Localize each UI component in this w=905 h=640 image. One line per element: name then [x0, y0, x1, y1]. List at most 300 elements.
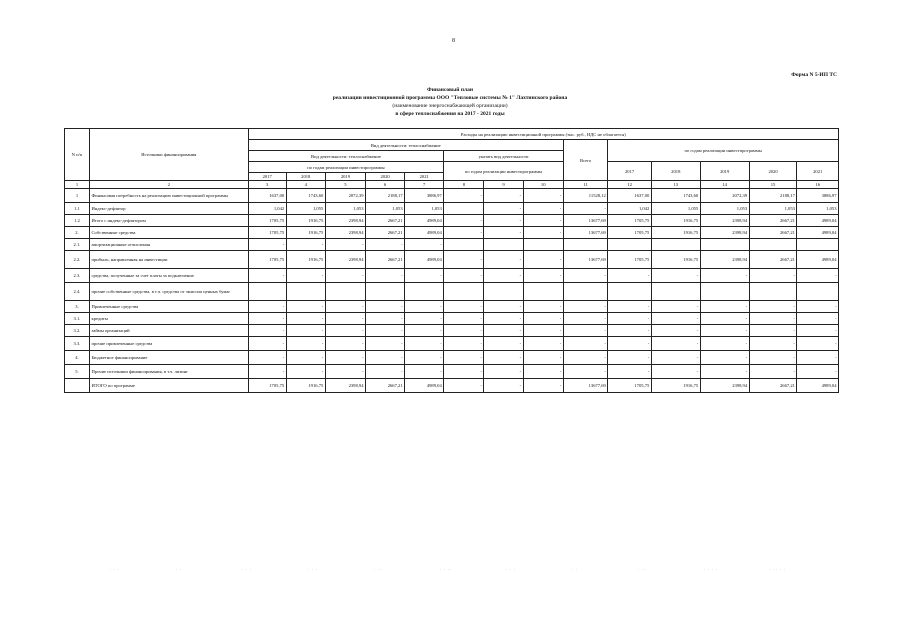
- row-number: 2.2.: [65, 251, 90, 269]
- row-value-col-14: 2072,39: [700, 189, 749, 203]
- scan-mark: . ..: [638, 566, 646, 571]
- row-value-col-5: -: [325, 301, 365, 313]
- row-value-col-13: -: [651, 325, 700, 337]
- table-row: [65, 269, 839, 283]
- title-line-1: Финансовый план: [426, 87, 474, 93]
- row-value-col-8: [444, 283, 484, 301]
- row-number: 1.2: [65, 215, 90, 227]
- column-number-6: 6: [366, 181, 405, 189]
- table-row: [65, 301, 839, 313]
- row-source-name: прочие привлеченные средства: [89, 337, 248, 351]
- header-year-2019: 2019: [325, 173, 365, 181]
- row-value-col-6: -: [366, 313, 405, 325]
- column-number-15: 15: [749, 181, 797, 189]
- row-value-col-9: -: [484, 365, 523, 379]
- scan-mark: . . .: [242, 566, 252, 571]
- row-value-col-6: -: [366, 337, 405, 351]
- row-value-col-7: -: [405, 313, 444, 325]
- row-value-col-13: -: [651, 337, 700, 351]
- row-value-col-8: -: [444, 337, 484, 351]
- column-number-2: 2: [89, 181, 248, 189]
- row-value-col-9: -: [484, 215, 523, 227]
- row-value-col-12: -: [608, 301, 651, 313]
- row-value-col-12: 1705,75: [608, 227, 651, 239]
- table-row: [65, 227, 839, 239]
- row-value-col-13: -: [651, 351, 700, 365]
- row-value-col-4: -: [286, 269, 325, 283]
- row-value-col-8: -: [444, 351, 484, 365]
- row-number: 3.2.: [65, 325, 90, 337]
- row-value-col-4: 1916,75: [286, 379, 325, 393]
- row-value-col-13: 1916,75: [651, 251, 700, 269]
- row-value-col-9: -: [484, 203, 523, 215]
- column-number-10: 10: [523, 181, 563, 189]
- row-value-col-9: -: [484, 325, 523, 337]
- row-value-col-4: -: [286, 313, 325, 325]
- row-value-col-7: 4989,04: [405, 251, 444, 269]
- row-value-col-10: -: [523, 365, 563, 379]
- row-value-col-6: 2667,21: [366, 227, 405, 239]
- row-number: [65, 379, 90, 393]
- row-value-col-14: -: [700, 351, 749, 365]
- row-value-col-8: -: [444, 313, 484, 325]
- row-value-col-9: -: [484, 379, 523, 393]
- row-value-col-12: [608, 239, 651, 251]
- row-value-col-15: -: [749, 269, 797, 283]
- row-value-col-8: [444, 239, 484, 251]
- header-year-2020: 2020: [366, 173, 405, 181]
- row-value-col-14: -: [700, 365, 749, 379]
- row-value-col-10: -: [523, 269, 563, 283]
- row-value-col-7: -: [405, 351, 444, 365]
- table-row: [65, 203, 839, 215]
- column-number-13: 13: [651, 181, 700, 189]
- row-value-col-6: 2188,17: [366, 189, 405, 203]
- row-value-col-8: -: [444, 325, 484, 337]
- row-value-col-7: 4989,04: [405, 379, 444, 393]
- row-value-col-5: 2398,94: [325, 227, 365, 239]
- row-value-col-6: -: [366, 239, 405, 251]
- row-value-col-11: [563, 239, 608, 251]
- page-number: 8: [452, 38, 455, 44]
- row-value-col-10: -: [523, 351, 563, 365]
- row-value-col-10: -: [523, 301, 563, 313]
- row-value-col-16: 4989,04: [797, 227, 839, 239]
- row-value-col-8: -: [444, 215, 484, 227]
- header-year-2017: 2017: [248, 173, 286, 181]
- row-number: 1.1: [65, 203, 90, 215]
- row-value-col-9: -: [484, 251, 523, 269]
- row-value-col-3: 1705,75: [248, 379, 286, 393]
- row-value-col-14: [700, 239, 749, 251]
- row-value-col-5: -: [325, 365, 365, 379]
- header-year-right-2018: 2018: [651, 162, 700, 181]
- table-row: [65, 325, 839, 337]
- footer-scan-marks: [110, 566, 830, 572]
- row-value-col-4: 1916,75: [286, 215, 325, 227]
- row-source-name: займы организаций: [89, 325, 248, 337]
- header-year-2021: 2021: [405, 173, 444, 181]
- row-value-col-10: -: [523, 227, 563, 239]
- row-value-col-13: 1743,60: [651, 189, 700, 203]
- column-number-11: 11: [563, 181, 608, 189]
- row-value-col-4: -: [286, 351, 325, 365]
- row-value-col-6: -: [366, 351, 405, 365]
- row-value-col-9: [484, 239, 523, 251]
- row-value-col-12: -: [608, 365, 651, 379]
- row-value-col-4: -: [286, 325, 325, 337]
- document-title: [250, 86, 650, 118]
- row-value-col-8: -: [444, 379, 484, 393]
- row-value-col-8: -: [444, 227, 484, 239]
- row-value-col-13: [651, 239, 700, 251]
- row-value-col-10: -: [523, 379, 563, 393]
- row-value-col-4: 1,055: [286, 203, 325, 215]
- table-row: [65, 351, 839, 365]
- row-value-col-10: -: [523, 215, 563, 227]
- row-value-col-15: -: [749, 365, 797, 379]
- row-number: 5.: [65, 365, 90, 379]
- column-number-9: 9: [484, 181, 523, 189]
- row-value-col-9: -: [484, 227, 523, 239]
- row-source-name: Собственные средства: [89, 227, 248, 239]
- row-value-col-5: 2398,94: [325, 215, 365, 227]
- row-value-col-3: 1705,75: [248, 251, 286, 269]
- row-value-col-9: -: [484, 351, 523, 365]
- row-value-col-12: -: [608, 351, 651, 365]
- header-year-right-2021: 2021: [797, 162, 839, 181]
- row-value-col-15: -: [749, 313, 797, 325]
- row-value-col-11: -: [563, 337, 608, 351]
- row-value-col-8: -: [444, 301, 484, 313]
- row-value-col-8: -: [444, 189, 484, 203]
- row-value-col-9: -: [484, 189, 523, 203]
- row-value-col-7: -: [405, 337, 444, 351]
- header-year-right-2020: 2020: [749, 162, 797, 181]
- row-value-col-14: 2398,94: [700, 251, 749, 269]
- row-value-col-10: -: [523, 189, 563, 203]
- row-value-col-7: 3886,97: [405, 189, 444, 203]
- row-value-col-15: 2667,21: [749, 251, 797, 269]
- row-value-col-16: 3886,97: [797, 189, 839, 203]
- row-value-col-4: -: [286, 239, 325, 251]
- scan-mark: . .: [572, 566, 578, 571]
- row-value-col-10: -: [523, 203, 563, 215]
- table-row: [65, 189, 839, 203]
- row-value-col-11: -: [563, 269, 608, 283]
- row-value-col-10: -: [523, 313, 563, 325]
- scan-mark: . .. . .: [770, 566, 786, 571]
- column-number-16: 16: [797, 181, 839, 189]
- table-row: [65, 251, 839, 269]
- row-value-col-10: [523, 239, 563, 251]
- row-source-name: Прочие источники финансирования, в т.ч. лизинг: [89, 365, 248, 379]
- row-value-col-13: [651, 283, 700, 301]
- row-value-col-14: -: [700, 269, 749, 283]
- row-value-col-5: -: [325, 351, 365, 365]
- row-value-col-11: -: [563, 325, 608, 337]
- header-by-years-impl-2: по годам реализации инвестпрограммы: [444, 162, 564, 181]
- table-row: [65, 337, 839, 351]
- row-value-col-6: -: [366, 269, 405, 283]
- row-source-name: Привлеченные средства: [89, 301, 248, 313]
- row-source-name: прочие собственные средства, в т.ч. средства от эмиссии ценных бумаг: [89, 283, 248, 301]
- row-value-col-16: -: [797, 269, 839, 283]
- row-value-col-15: 2667,21: [749, 379, 797, 393]
- row-value-col-11: 13677,69: [563, 379, 608, 393]
- scan-mark: . .: [176, 566, 182, 571]
- row-value-col-11: 13677,69: [563, 227, 608, 239]
- row-value-col-16: 4989,04: [797, 215, 839, 227]
- row-value-col-3: -: [248, 351, 286, 365]
- header-total: Всего: [563, 140, 608, 181]
- header-by-years-impl: по годам реализации инвестпрограммы: [248, 162, 444, 173]
- row-value-col-3: -: [248, 239, 286, 251]
- row-value-col-5: 1,053: [325, 203, 365, 215]
- row-value-col-7: 4989,04: [405, 227, 444, 239]
- row-number: 3.3.: [65, 337, 90, 351]
- header-expenses: Расходы на реализацию инвестиционной программы (тыс. руб., НДС не облагается): [248, 129, 838, 140]
- row-value-col-5: 2398,94: [325, 379, 365, 393]
- financial-plan-table: [64, 128, 839, 393]
- row-value-col-3: -: [248, 301, 286, 313]
- row-value-col-4: -: [286, 337, 325, 351]
- row-value-col-14: 2398,94: [700, 215, 749, 227]
- scan-mark: . . .: [506, 566, 516, 571]
- row-value-col-12: -: [608, 337, 651, 351]
- row-value-col-14: 2398,94: [700, 227, 749, 239]
- row-value-col-7: -: [405, 365, 444, 379]
- row-value-col-7: 1,053: [405, 203, 444, 215]
- row-value-col-13: -: [651, 365, 700, 379]
- row-value-col-8: -: [444, 251, 484, 269]
- row-value-col-7: -: [405, 239, 444, 251]
- row-value-col-10: [523, 283, 563, 301]
- row-value-col-15: 2188,17: [749, 189, 797, 203]
- row-value-col-16: -: [797, 337, 839, 351]
- table-row: [65, 379, 839, 393]
- row-source-name: Финансовая потребность на реализацию инвестиционной программы: [89, 189, 248, 203]
- table-row: [65, 215, 839, 227]
- row-value-col-9: -: [484, 337, 523, 351]
- header-year-right-2019: 2019: [700, 162, 749, 181]
- row-value-col-6: [366, 283, 405, 301]
- row-value-col-14: [700, 283, 749, 301]
- row-value-col-3: -: [248, 313, 286, 325]
- row-source-name: ИТОГО по программе: [89, 379, 248, 393]
- row-number: 3.1.: [65, 313, 90, 325]
- row-value-col-12: -: [608, 313, 651, 325]
- row-source-name: средства, полученные за счет платы за подключение: [89, 269, 248, 283]
- row-value-col-16: [797, 239, 839, 251]
- scan-mark: . . . .: [704, 566, 718, 571]
- row-value-col-6: 2667,21: [366, 379, 405, 393]
- column-number-4: 4: [286, 181, 325, 189]
- row-value-col-6: 2667,21: [366, 215, 405, 227]
- row-value-col-14: -: [700, 325, 749, 337]
- row-value-col-16: -: [797, 365, 839, 379]
- row-value-col-12: 1637,00: [608, 189, 651, 203]
- row-value-col-4: -: [286, 365, 325, 379]
- row-value-col-12: [608, 283, 651, 301]
- row-number: 1: [65, 189, 90, 203]
- row-value-col-15: -: [749, 325, 797, 337]
- column-number-12: 12: [608, 181, 651, 189]
- row-value-col-14: -: [700, 301, 749, 313]
- row-value-col-12: 1705,75: [608, 251, 651, 269]
- row-value-col-9: -: [484, 313, 523, 325]
- row-value-col-16: -: [797, 351, 839, 365]
- header-activity: Вид деятельности: теплоснабжение: [248, 140, 563, 151]
- row-value-col-7: -: [405, 269, 444, 283]
- row-value-col-13: 1916,75: [651, 379, 700, 393]
- row-value-col-16: -: [797, 325, 839, 337]
- row-value-col-13: 1,055: [651, 203, 700, 215]
- row-value-col-4: 1916,75: [286, 251, 325, 269]
- row-source-name: кредиты: [89, 313, 248, 325]
- form-label: Форма N 5-ИП ТС: [791, 72, 837, 78]
- row-value-col-8: -: [444, 269, 484, 283]
- row-value-col-4: [286, 283, 325, 301]
- column-number-5: 5: [325, 181, 365, 189]
- row-value-col-15: [749, 239, 797, 251]
- row-value-col-6: -: [366, 325, 405, 337]
- row-value-col-16: 4989,04: [797, 379, 839, 393]
- row-value-col-9: -: [484, 269, 523, 283]
- table-row: [65, 313, 839, 325]
- row-value-col-12: -: [608, 269, 651, 283]
- row-value-col-15: 1,053: [749, 203, 797, 215]
- row-value-col-11: -: [563, 351, 608, 365]
- row-value-col-9: [484, 283, 523, 301]
- row-value-col-5: -: [325, 269, 365, 283]
- row-number: 3.: [65, 301, 90, 313]
- header-activity-other: указать вид деятельности: [444, 151, 564, 162]
- row-value-col-13: -: [651, 313, 700, 325]
- row-value-col-7: -: [405, 325, 444, 337]
- row-value-col-3: [248, 283, 286, 301]
- row-value-col-10: -: [523, 325, 563, 337]
- row-value-col-13: 1916,75: [651, 215, 700, 227]
- scan-mark: . ..: [374, 566, 382, 571]
- row-value-col-3: -: [248, 325, 286, 337]
- row-value-col-5: -: [325, 313, 365, 325]
- row-value-col-11: 13677,69: [563, 251, 608, 269]
- row-value-col-9: -: [484, 301, 523, 313]
- column-number-8: 8: [444, 181, 484, 189]
- row-value-col-12: 1,042: [608, 203, 651, 215]
- row-value-col-14: 1,053: [700, 203, 749, 215]
- title-line-2: реализации инвестиционной программы ООО "Тепловые системы № 1" Лахтинского района: [332, 95, 568, 101]
- row-value-col-4: -: [286, 301, 325, 313]
- row-value-col-6: 1,053: [366, 203, 405, 215]
- row-value-col-16: [797, 283, 839, 301]
- row-value-col-15: [749, 283, 797, 301]
- row-value-col-3: 1,042: [248, 203, 286, 215]
- row-value-col-5: -: [325, 239, 365, 251]
- row-value-col-15: -: [749, 351, 797, 365]
- row-value-col-16: 4989,04: [797, 251, 839, 269]
- row-value-col-4: 1916,75: [286, 227, 325, 239]
- row-value-col-16: 1,053: [797, 203, 839, 215]
- row-value-col-11: -: [563, 301, 608, 313]
- row-number: 2.3.: [65, 269, 90, 283]
- header-source: Источники финансирования: [89, 129, 248, 181]
- row-value-col-3: 1705,75: [248, 215, 286, 227]
- row-value-col-4: 1743,60: [286, 189, 325, 203]
- row-value-col-8: [444, 203, 484, 215]
- row-source-name: Индекс-дефлятор: [89, 203, 248, 215]
- row-value-col-7: -: [405, 301, 444, 313]
- header-year-2018: 2018: [286, 173, 325, 181]
- row-value-col-13: 1916,75: [651, 227, 700, 239]
- row-source-name: Итого с индекс-дефлятором: [89, 215, 248, 227]
- row-value-col-6: -: [366, 365, 405, 379]
- row-value-col-11: [563, 283, 608, 301]
- row-source-name: прибыль, направленная на инвестиции: [89, 251, 248, 269]
- row-value-col-7: [405, 283, 444, 301]
- header-num: N п/п: [65, 129, 90, 181]
- table-row: [65, 283, 839, 301]
- header-activity-heat: Вид деятельности: теплоснабжение: [248, 151, 444, 162]
- row-value-col-5: [325, 283, 365, 301]
- row-number: 2.: [65, 227, 90, 239]
- row-value-col-5: 2072,39: [325, 189, 365, 203]
- row-value-col-11: -: [563, 365, 608, 379]
- row-value-col-6: -: [366, 301, 405, 313]
- row-value-col-6: 2667,21: [366, 251, 405, 269]
- row-value-col-10: -: [523, 337, 563, 351]
- row-value-col-15: -: [749, 337, 797, 351]
- column-numbers-row: [65, 181, 839, 189]
- row-value-col-16: -: [797, 301, 839, 313]
- row-value-col-10: -: [523, 251, 563, 269]
- row-value-col-11: -: [563, 203, 608, 215]
- header-by-years: по годам реализации инвестпрограммы: [608, 140, 839, 162]
- row-source-name: Бюджетное финансирование: [89, 351, 248, 365]
- row-value-col-14: 2398,94: [700, 379, 749, 393]
- row-value-col-3: -: [248, 269, 286, 283]
- column-number-1: 1: [65, 181, 90, 189]
- header-year-right-2017: 2017: [608, 162, 651, 181]
- row-value-col-16: -: [797, 313, 839, 325]
- row-value-col-13: -: [651, 301, 700, 313]
- title-line-4: в сфере теплоснабжения на 2017 - 2021 годы: [395, 111, 505, 117]
- row-value-col-15: -: [749, 301, 797, 313]
- row-value-col-13: -: [651, 269, 700, 283]
- table-row: [65, 239, 839, 251]
- scan-mark: . . .: [110, 566, 120, 571]
- row-value-col-5: -: [325, 337, 365, 351]
- row-value-col-11: -: [563, 313, 608, 325]
- title-line-3: (наименование энергоснабжающей организации): [392, 103, 508, 109]
- scan-mark: . . .: [308, 566, 318, 571]
- row-value-col-3: -: [248, 365, 286, 379]
- row-value-col-7: 4989,04: [405, 215, 444, 227]
- row-value-col-8: -: [444, 365, 484, 379]
- column-number-7: 7: [405, 181, 444, 189]
- row-value-col-15: 2667,21: [749, 227, 797, 239]
- row-value-col-3: 1637,00: [248, 189, 286, 203]
- row-value-col-12: 1705,75: [608, 379, 651, 393]
- row-value-col-14: -: [700, 313, 749, 325]
- row-value-col-5: -: [325, 325, 365, 337]
- column-number-14: 14: [700, 181, 749, 189]
- row-value-col-3: -: [248, 337, 286, 351]
- row-value-col-11: 13677,69: [563, 215, 608, 227]
- row-value-col-3: 1705,75: [248, 227, 286, 239]
- row-value-col-11: 11528,12: [563, 189, 608, 203]
